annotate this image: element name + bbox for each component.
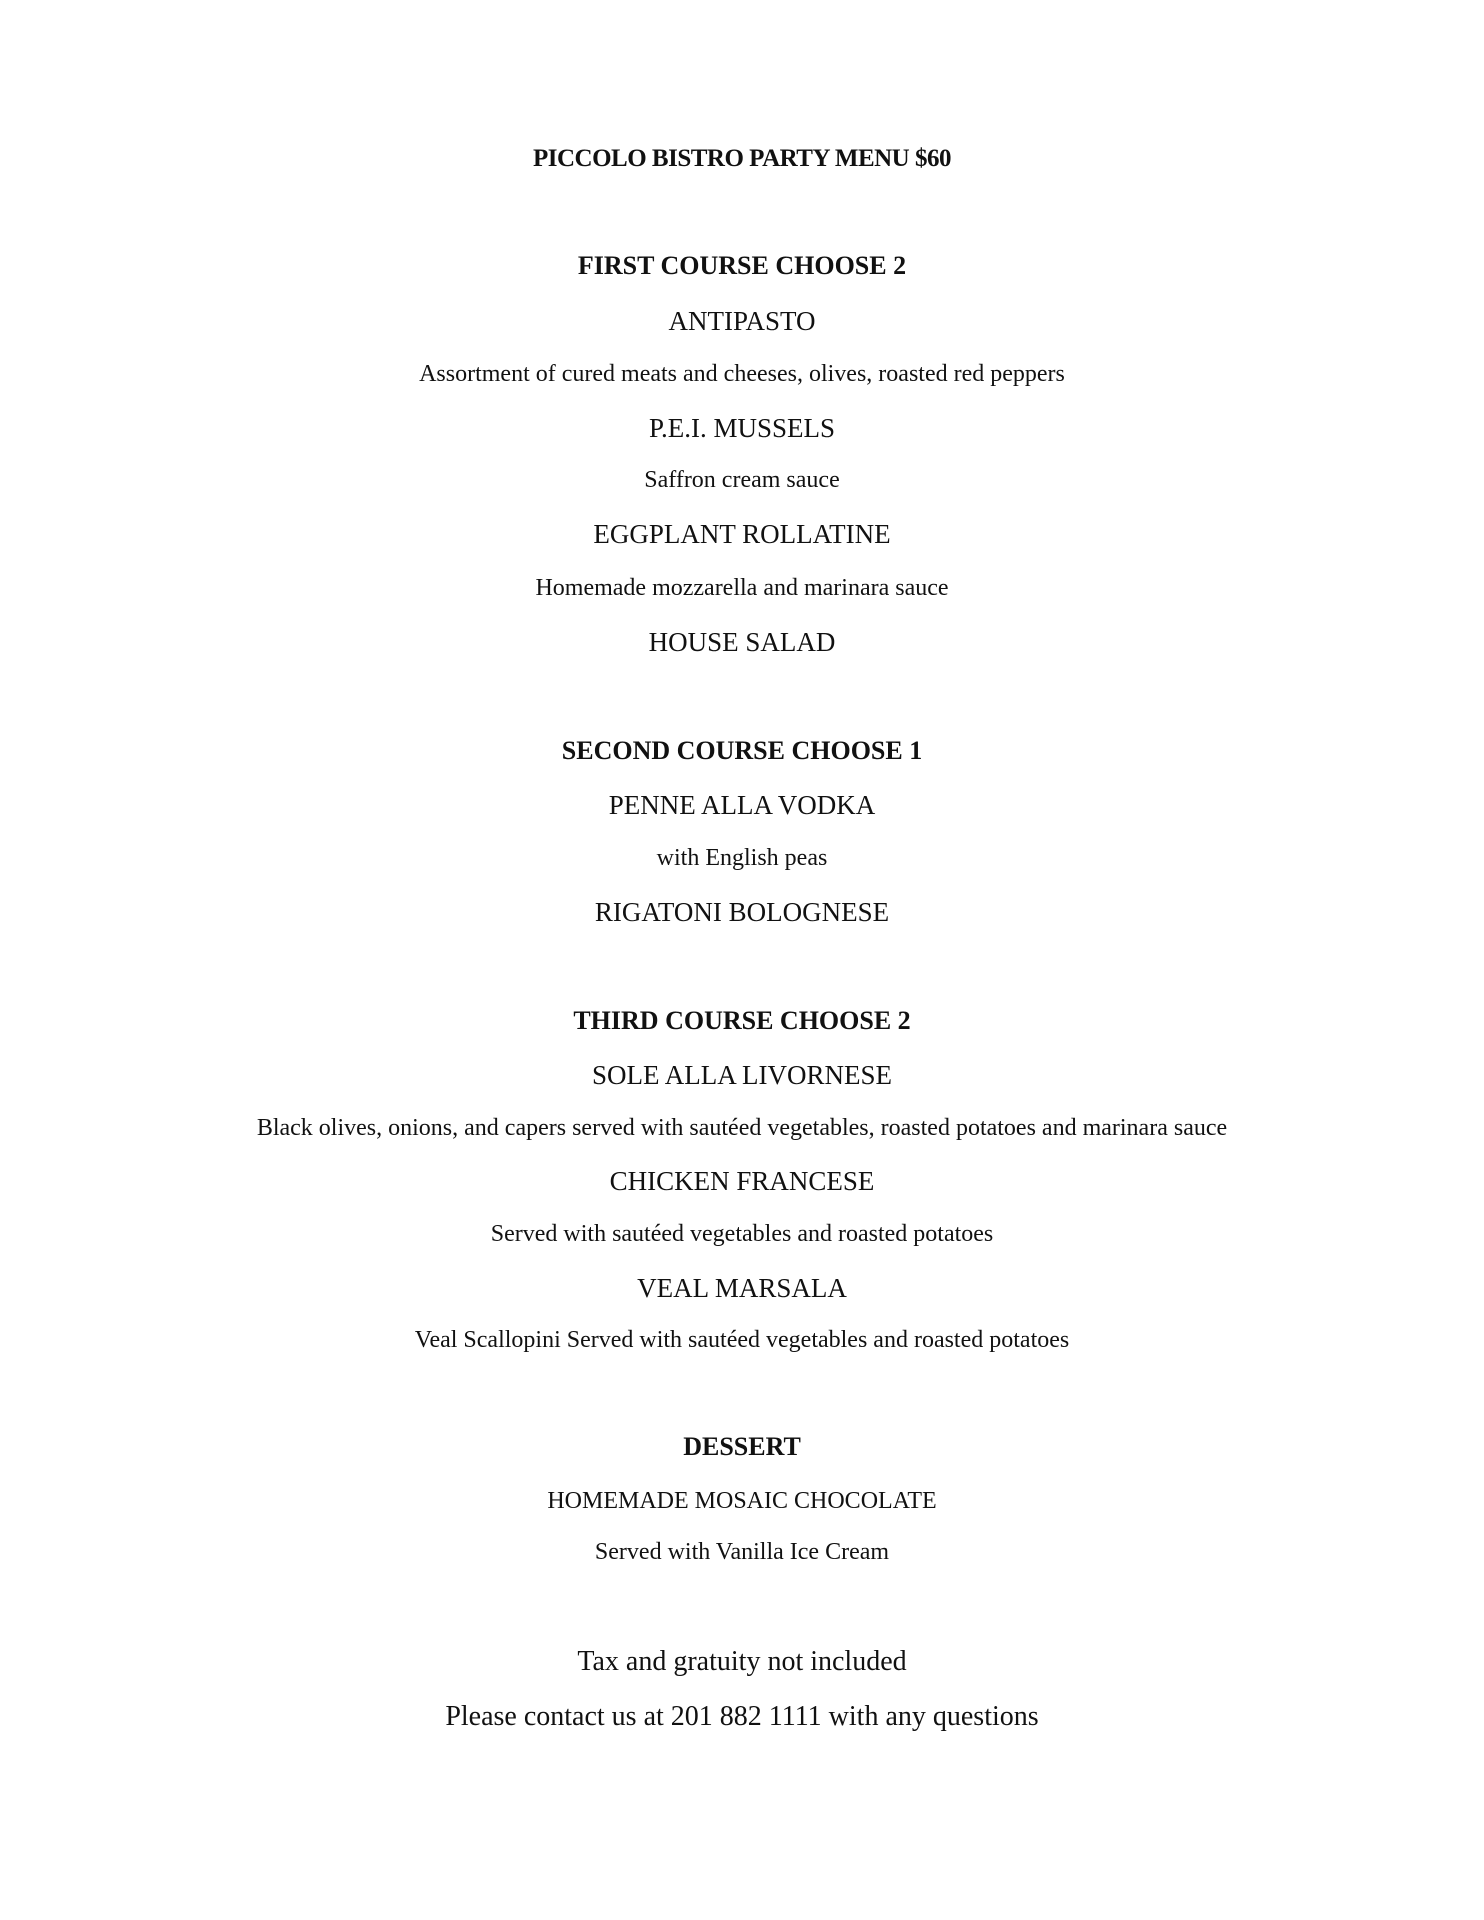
menu-item-description: Served with sautéed vegetables and roasted potatoes — [490, 1221, 994, 1247]
first-course-heading: FIRST COURSE CHOOSE 2 — [577, 251, 907, 280]
menu-item-name: RIGATONI BOLOGNESE — [594, 897, 890, 927]
third-course-heading: THIRD COURSE CHOOSE 2 — [573, 1006, 911, 1035]
menu-item-name: VEAL MARSALA — [637, 1273, 847, 1303]
menu-item-name: HOMEMADE MOSAIC CHOCOLATE — [547, 1488, 937, 1514]
menu-item-description: Saffron cream sauce — [644, 467, 840, 493]
second-course-heading: SECOND COURSE CHOOSE 1 — [561, 736, 923, 765]
menu-item-description: Black olives, onions, and capers served with sautéed vegetables, roasted potatoes and marinara sauce — [256, 1115, 1228, 1141]
contact-note: Please contact us at 201 882 1111 with any questions — [445, 1701, 1039, 1732]
menu-item-name: ANTIPASTO — [668, 306, 816, 336]
menu-item-name: CHICKEN FRANCESE — [609, 1166, 875, 1196]
menu-item-description: with English peas — [656, 845, 828, 871]
menu-item-name: PENNE ALLA VODKA — [608, 790, 876, 820]
menu-item-name: P.E.I. MUSSELS — [648, 413, 836, 443]
menu-item-name: HOUSE SALAD — [648, 627, 836, 657]
menu-item-description: Homemade mozzarella and marinara sauce — [535, 575, 949, 601]
tax-note: Tax and gratuity not included — [577, 1646, 907, 1677]
menu-item-name: EGGPLANT ROLLATINE — [593, 519, 891, 549]
menu-item-description: Served with Vanilla Ice Cream — [594, 1539, 890, 1565]
menu-title: PICCOLO BISTRO PARTY MENU $60 — [533, 145, 951, 172]
menu-item-description: Assortment of cured meats and cheeses, olives, roasted red peppers — [419, 361, 1065, 387]
dessert-heading: DESSERT — [683, 1432, 801, 1461]
menu-item-description: Veal Scallopini Served with sautéed vegetables and roasted potatoes — [414, 1327, 1070, 1353]
menu-item-name: SOLE ALLA LIVORNESE — [592, 1060, 892, 1090]
